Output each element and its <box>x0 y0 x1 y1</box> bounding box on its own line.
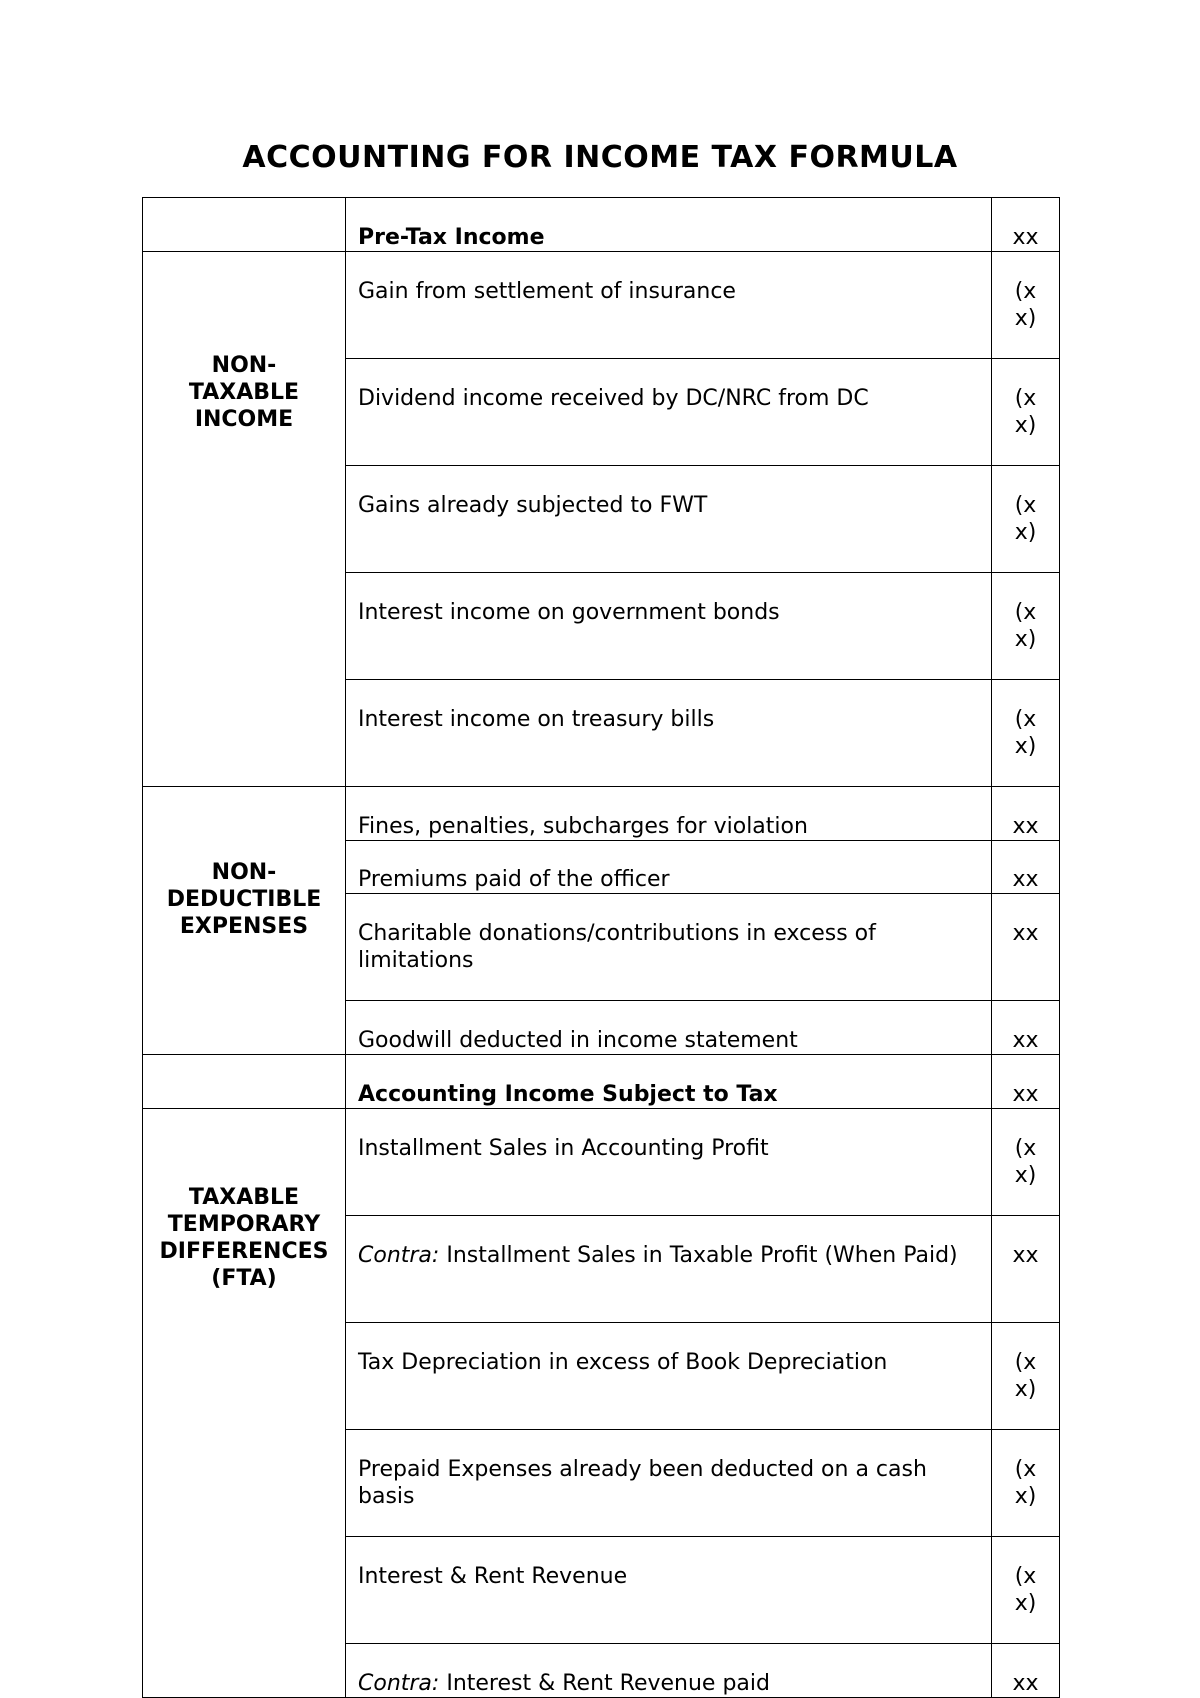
item-amount: xx <box>992 894 1060 1001</box>
contra-prefix: Contra: <box>358 1671 440 1696</box>
category-cell-empty <box>143 198 346 252</box>
list-item <box>346 1644 992 1698</box>
pretax-amount: xx <box>992 198 1060 252</box>
category-non-taxable-income: NON- TAXABLE INCOME <box>143 252 346 787</box>
accounting-income-label: Accounting Income Subject to Tax <box>346 1055 992 1109</box>
contra-prefix: Contra: <box>358 1243 440 1268</box>
table-row <box>143 1109 1060 1216</box>
list-item: Fines, penalties, subcharges for violation <box>346 787 992 841</box>
category-cell-empty <box>143 1055 346 1109</box>
list-item: Prepaid Expenses already been deducted on a cash basis <box>346 1430 992 1537</box>
tax-formula-table <box>142 197 1060 1698</box>
list-item: Premiums paid of the officer <box>346 841 992 894</box>
table-row <box>143 1055 1060 1109</box>
item-amount: xx <box>992 787 1060 841</box>
item-amount: xx <box>992 1216 1060 1323</box>
list-item <box>346 1216 992 1323</box>
item-amount: (xx) <box>992 573 1060 680</box>
item-amount: (xx) <box>992 1430 1060 1537</box>
category-taxable-temporary-differences: TAXABLE TEMPORARY DIFFERENCES (FTA) <box>143 1109 346 1698</box>
list-item: Gains already subjected to FWT <box>346 466 992 573</box>
list-item: Gain from settlement of insurance <box>346 252 992 359</box>
pretax-label: Pre-Tax Income <box>346 198 992 252</box>
accounting-income-amount: xx <box>992 1055 1060 1109</box>
item-amount: (xx) <box>992 359 1060 466</box>
list-item-label: Interest & Rent Revenue paid <box>446 1671 770 1696</box>
item-amount: (xx) <box>992 680 1060 787</box>
item-amount: xx <box>992 841 1060 894</box>
page-title: ACCOUNTING FOR INCOME TAX FORMULA <box>242 140 958 175</box>
list-item: Dividend income received by DC/NRC from DC <box>346 359 992 466</box>
list-item: Installment Sales in Accounting Profit <box>346 1109 992 1216</box>
table-row <box>143 198 1060 252</box>
item-amount: (xx) <box>992 1323 1060 1430</box>
category-non-deductible-expenses: NON- DEDUCTIBLE EXPENSES <box>143 787 346 1055</box>
item-amount: (xx) <box>992 252 1060 359</box>
item-amount: xx <box>992 1001 1060 1055</box>
list-item: Interest income on treasury bills <box>346 680 992 787</box>
table-row <box>143 787 1060 841</box>
item-amount: (xx) <box>992 1537 1060 1644</box>
item-amount: (xx) <box>992 1109 1060 1216</box>
list-item-label: Installment Sales in Taxable Profit (When Paid) <box>446 1243 958 1268</box>
list-item: Interest & Rent Revenue <box>346 1537 992 1644</box>
list-item: Interest income on government bonds <box>346 573 992 680</box>
table-row <box>143 252 1060 359</box>
list-item: Tax Depreciation in excess of Book Depreciation <box>346 1323 992 1430</box>
item-amount: (xx) <box>992 466 1060 573</box>
list-item: Goodwill deducted in income statement <box>346 1001 992 1055</box>
item-amount: xx <box>992 1644 1060 1698</box>
list-item: Charitable donations/contributions in excess of limitations <box>346 894 992 1001</box>
